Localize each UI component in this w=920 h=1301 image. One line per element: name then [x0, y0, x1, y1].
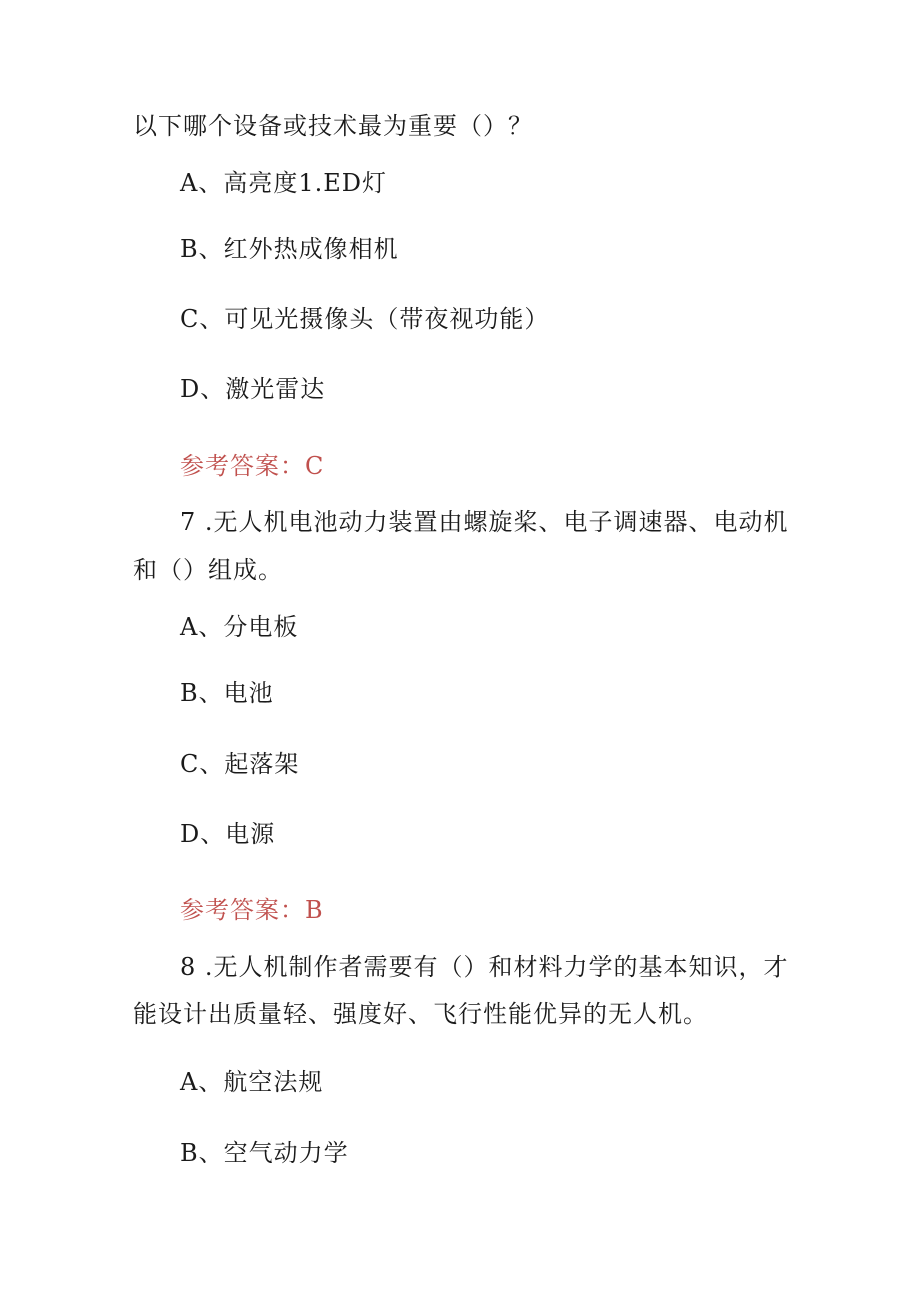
- question-8-stem-line-2: 能设计出质量轻、强度好、飞行性能优异的无人机。: [133, 1000, 708, 1028]
- question-6-answer: 参考答案：C: [180, 452, 325, 480]
- question-8-stem-line-1: 8 .无人机制作者需要有（）和材料力学的基本知识，才: [180, 953, 789, 981]
- question-6-option-b: B、红外热成像相机: [180, 235, 399, 263]
- question-7-option-a: A、分电板: [180, 613, 299, 641]
- question-8-option-a: A、航空法规: [180, 1068, 324, 1096]
- question-6-option-a: A、高亮度1.ED灯: [180, 169, 387, 197]
- question-7-option-b: B、电池: [180, 679, 274, 707]
- question-6-stem: 以下哪个设备或技术最为重要（）？: [133, 112, 533, 140]
- question-8-option-b: B、空气动力学: [180, 1139, 349, 1167]
- question-7-option-c: C、起落架: [180, 750, 300, 778]
- question-7-stem-line-2: 和（）组成。: [133, 556, 283, 584]
- question-6-option-d: D、激光雷达: [180, 375, 326, 403]
- question-6-option-c: C、可见光摄像头（带夜视功能）: [180, 305, 550, 333]
- question-7-answer: 参考答案：B: [180, 896, 324, 924]
- question-7-stem-line-1: 7 .无人机电池动力装置由螺旋桨、电子调速器、电动机: [180, 508, 789, 536]
- question-7-option-d: D、电源: [180, 820, 276, 848]
